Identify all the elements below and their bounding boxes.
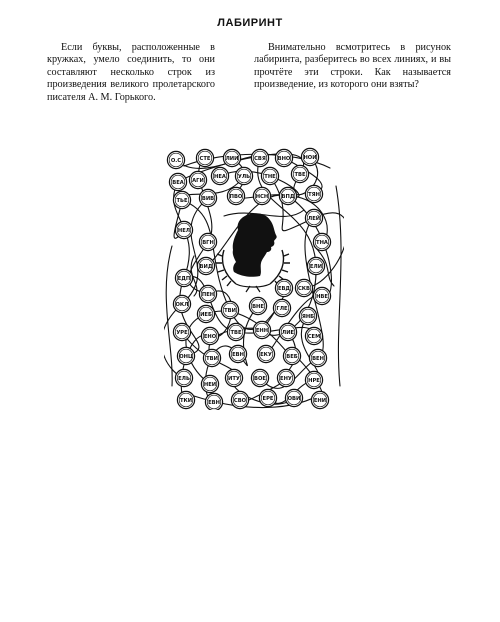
maze-letter-label: ВЕА bbox=[172, 180, 184, 186]
maze-letter-label: СЕМ bbox=[307, 334, 321, 340]
maze-letter-label: ТЯН bbox=[308, 192, 320, 198]
maze-letter-circle bbox=[177, 347, 194, 364]
maze-letter-circle bbox=[197, 305, 214, 322]
maze-letter-circle bbox=[203, 349, 220, 366]
maze-letter-label: ЕДП bbox=[177, 276, 191, 282]
maze-letter-circle bbox=[273, 299, 290, 316]
maze-letter-circle bbox=[307, 257, 324, 274]
labyrinth-figure bbox=[164, 146, 344, 410]
maze-letter-circle bbox=[275, 279, 292, 296]
maze-letter-label: ВЕБ bbox=[286, 354, 298, 360]
maze-letter-circle bbox=[251, 149, 268, 166]
maze-letter-label: ВИД bbox=[199, 264, 213, 270]
maze-letter-label: СКВ bbox=[297, 286, 311, 292]
maze-letter-circle bbox=[309, 349, 326, 366]
maze-letter-circle bbox=[299, 307, 316, 324]
maze-letter-circle bbox=[253, 187, 270, 204]
maze-letter-circle bbox=[253, 321, 270, 338]
maze-letter-label: НВЕ bbox=[316, 294, 328, 300]
labyrinth-drawing bbox=[164, 146, 344, 410]
maze-letter-label: ЕНУ bbox=[280, 376, 292, 382]
maze-letter-label: ТКИ bbox=[179, 398, 193, 404]
maze-letter-circle bbox=[283, 347, 300, 364]
maze-letter-label: НОИ bbox=[303, 155, 317, 161]
maze-letter-circle bbox=[175, 269, 192, 286]
maze-letter-circle bbox=[311, 391, 328, 408]
maze-letter-circle bbox=[275, 149, 292, 166]
maze-letter-circle bbox=[305, 371, 322, 388]
maze-letter-circle bbox=[291, 165, 308, 182]
maze-letter-label: НЕЛ bbox=[177, 228, 191, 234]
maze-letter-circle bbox=[301, 148, 318, 165]
maze-letter-label: ВНО bbox=[277, 156, 291, 162]
maze-letter-label: ЛИИ bbox=[225, 156, 239, 162]
maze-letter-label: ОВИ bbox=[287, 396, 301, 402]
gorky-silhouette-group bbox=[216, 213, 290, 292]
maze-letter-label: ЕНН bbox=[255, 328, 269, 334]
maze-letter-circle bbox=[173, 191, 190, 208]
maze-letter-label: СТЕ bbox=[199, 156, 211, 162]
maze-letter-label: ВОЕ bbox=[254, 376, 266, 382]
maze-letter-circle bbox=[229, 345, 246, 362]
maze-letter-circle bbox=[277, 369, 294, 386]
maze-letter-circle bbox=[251, 369, 268, 386]
instruction-paragraph-left: Если буквы, расположенные в кружках, умело соединить, то они составляют несколько строк из произведения великого пролетарского писателя А. М. Горького. bbox=[47, 42, 215, 103]
maze-letter-circle bbox=[197, 257, 214, 274]
page-title: ЛАБИРИНТ bbox=[217, 17, 283, 29]
maze-letter-label: НРЕ bbox=[308, 378, 320, 384]
maze-letter-label: ИТУ bbox=[228, 376, 240, 382]
maze-letter-circle bbox=[279, 323, 296, 340]
maze-letter-circle bbox=[221, 301, 238, 318]
maze-letter-circle bbox=[189, 171, 206, 188]
maze-line bbox=[336, 186, 341, 386]
maze-letter-label: УЛЬ bbox=[237, 174, 251, 180]
maze-letter-circle bbox=[175, 221, 192, 238]
maze-letter-label: ЕВН bbox=[208, 400, 220, 406]
maze-letter-circle bbox=[167, 151, 184, 168]
maze-letter-label: ВПД bbox=[281, 194, 295, 200]
maze-letter-circle bbox=[199, 233, 216, 250]
maze-letter-label: ПВО bbox=[229, 194, 243, 200]
maze-letter-circle bbox=[235, 167, 252, 184]
maze-letter-circle bbox=[173, 323, 190, 340]
maze-letter-circle bbox=[249, 297, 266, 314]
maze-letter-circle bbox=[196, 149, 213, 166]
maze-letter-label: ТВИ bbox=[206, 356, 218, 362]
maze-letter-circle bbox=[305, 209, 322, 226]
maze-letter-label: НСН bbox=[255, 194, 269, 200]
maze-letter-circle bbox=[201, 375, 218, 392]
maze-letter-label: ТНЕ bbox=[264, 174, 276, 180]
labyrinth-circles bbox=[167, 148, 330, 410]
maze-letter-circle bbox=[177, 391, 194, 408]
maze-letter-label: ТЬЕ bbox=[176, 198, 188, 204]
maze-letter-circle bbox=[261, 167, 278, 184]
maze-letter-label: ЕРЕ bbox=[262, 396, 274, 402]
maze-letter-label: ТВИ bbox=[224, 308, 236, 314]
maze-letter-label: НЕИ bbox=[203, 382, 217, 388]
maze-letter-circle bbox=[201, 327, 218, 344]
maze-letter-label: ЕВД bbox=[277, 286, 291, 292]
maze-letter-label: ОНЦ bbox=[179, 354, 193, 360]
maze-letter-circle bbox=[175, 369, 192, 386]
maze-letter-circle bbox=[285, 389, 302, 406]
maze-letter-circle bbox=[231, 391, 248, 408]
maze-letter-label: ТНА bbox=[316, 240, 328, 246]
maze-letter-label: О.С bbox=[170, 158, 182, 164]
maze-letter-label: ЕНИ bbox=[313, 398, 327, 404]
maze-letter-label: ЯНБ bbox=[301, 314, 315, 320]
maze-letter-label: ЕВН bbox=[232, 352, 244, 358]
maze-letter-label: ИЕБ bbox=[200, 312, 212, 318]
maze-letter-label: АГИ bbox=[192, 178, 204, 184]
maze-letter-circle bbox=[225, 369, 242, 386]
maze-letter-label: СВЯ bbox=[254, 156, 266, 162]
maze-letter-label: ЛЕЙ bbox=[307, 216, 321, 222]
maze-letter-label: ЕЛИ bbox=[309, 264, 323, 270]
maze-letter-label: ВИВ bbox=[201, 196, 215, 202]
maze-letter-circle bbox=[169, 173, 186, 190]
maze-letter-label: ЕКУ bbox=[260, 352, 272, 358]
gorky-portrait-silhouette bbox=[233, 213, 277, 277]
maze-letter-circle bbox=[305, 327, 322, 344]
maze-letter-circle bbox=[305, 185, 322, 202]
maze-letter-label: СВО bbox=[233, 398, 247, 404]
maze-letter-circle bbox=[257, 345, 274, 362]
maze-letter-label: ОКЛ bbox=[175, 302, 189, 308]
instruction-paragraph-right: Внимательно всмотритесь в рисунок лабиринта, разберитесь во всех линиях, и вы прочтёте эти строки. Как называется произведение, из которого они взяты? bbox=[254, 42, 451, 91]
maze-letter-circle bbox=[173, 295, 190, 312]
maze-letter-circle bbox=[313, 287, 330, 304]
maze-letter-circle bbox=[279, 187, 296, 204]
maze-letter-circle bbox=[259, 389, 276, 406]
maze-letter-label: ЕЛЬ bbox=[178, 376, 190, 382]
maze-letter-label: ЛИЕ bbox=[281, 330, 295, 336]
maze-letter-label: ПЕН bbox=[201, 292, 215, 298]
maze-letter-circle bbox=[205, 393, 222, 410]
maze-letter-circle bbox=[211, 167, 228, 184]
maze-letter-circle bbox=[223, 149, 240, 166]
maze-letter-circle bbox=[199, 189, 216, 206]
maze-letter-label: ЕНО bbox=[203, 334, 217, 340]
maze-letter-circle bbox=[227, 187, 244, 204]
maze-letter-label: ТВЕ bbox=[230, 330, 242, 336]
maze-letter-label: ВГН bbox=[202, 240, 214, 246]
maze-letter-label: НЕА bbox=[214, 174, 226, 180]
maze-letter-circle bbox=[295, 279, 312, 296]
maze-letter-circle bbox=[227, 323, 244, 340]
maze-letter-label: ТВЕ bbox=[294, 172, 306, 178]
maze-letter-label: ВЕН bbox=[312, 356, 324, 362]
maze-letter-label: ВНЕ bbox=[252, 304, 264, 310]
maze-letter-label: ГЛЕ bbox=[276, 306, 288, 312]
maze-letter-circle bbox=[199, 285, 216, 302]
maze-letter-label: УРЕ bbox=[176, 330, 188, 336]
wreath-ribbon bbox=[236, 284, 270, 292]
maze-letter-circle bbox=[313, 233, 330, 250]
